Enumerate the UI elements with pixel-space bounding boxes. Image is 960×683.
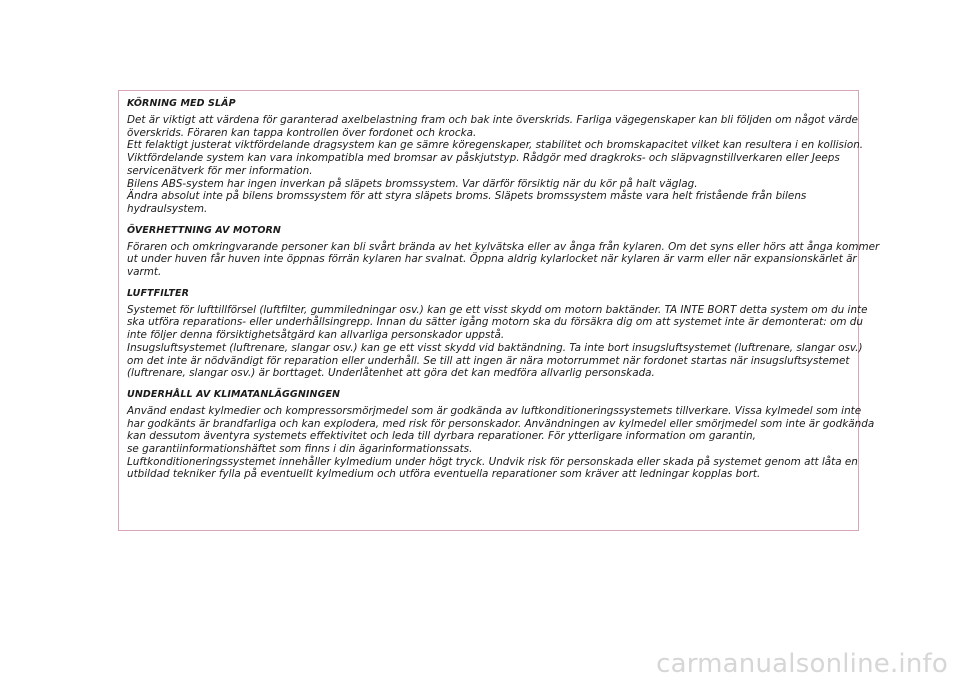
body-line: varmt. [127, 266, 162, 279]
body-line: Insugsluftsystemet (luftrenare, slangar osv.) kan ge ett visst skydd vid baktändning. Ta inte bort insugsluftsystemet (luftrenare, slangar osv.) [127, 341, 863, 354]
section-body [127, 240, 880, 279]
body-line: se garantiinformationshäftet som finns i din ägarinformationssats. [127, 443, 473, 456]
section-air-filter [127, 287, 868, 380]
body-line: överskrids. Föraren kan tappa kontrollen över fordonet och krocka. [127, 126, 477, 139]
watermark: carmanualsonline.info [656, 649, 948, 679]
body-line: Det är viktigt att värdena för garanterad axelbelastning fram och bak inte överskrids. Farliga vägegenskaper kan bli följden om något värde [127, 114, 858, 126]
body-line: om det inte är nödvändigt för reparation eller underhåll. Se till att ingen är nära motorrummet när fordonet startas när insugsluftsystemet [127, 354, 850, 367]
body-line: Luftkonditioneringssystemet innehåller kylmedium under högt tryck. Undvik risk för personskada eller skada på systemet genom att låta en [127, 455, 858, 468]
body-line: utbildad tekniker fylla på eventuellt kylmedium och utföra eventuella reparationer som kräver att ledningar kopplas bort. [127, 468, 761, 481]
section-body [127, 404, 875, 481]
body-line: Använd endast kylmedier och kompressorsmörjmedel som är godkända av luftkonditioneringssystemets tillverkare. Vissa kylmedel som inte [127, 404, 862, 417]
body-line: kan dessutom äventyra systemets effektivitet och leda till dyrbara reparationer. För ytterligare information om garantin, [127, 430, 756, 443]
section-heading: KÖRNING MED SLÄP [127, 98, 236, 109]
section-towing [127, 97, 864, 216]
body-line: har godkänts är brandfarliga och kan explodera, med risk för personskador. Användningen av kylmedel eller smörjmedel som inte är godkända [127, 417, 875, 430]
body-line: hydraulsystem. [127, 202, 208, 215]
body-line: servicenätverk för mer information. [127, 164, 313, 177]
section-heading: UNDERHÅLL AV KLIMATANLÄGGNINGEN [127, 388, 341, 400]
body-line: Ett felaktigt justerat viktfördelande dragsystem kan ge sämre köregenskaper, stabilitet och bromskapacitet vilket kan resultera i en kollision. [127, 139, 864, 152]
section-body [127, 303, 868, 380]
section-climate-maintenance [127, 388, 875, 481]
body-line: (luftrenare, slangar osv.) är borttaget. Underlåtenhet att göra det kan medföra allvarlig personskada. [127, 367, 655, 380]
body-line: Systemet för lufttillförsel (luftfilter, gummiledningar osv.) kan ge ett visst skydd om motorn baktänder. TA INTE BORT detta system om du inte [127, 303, 868, 316]
body-line: Viktfördelande system kan vara inkompatibla med bromsar av påskjutstyp. Rådgör med dragkroks- och släpvagnstillverkaren eller Jeeps [127, 152, 840, 165]
body-line: Föraren och omkringvarande personer kan bli svårt brända av het kylvätska eller av ånga från kylaren. Om det syns eller hörs att ånga kommer [127, 240, 880, 253]
body-line: ska utföra reparations- eller underhållsingrepp. Innan du sätter igång motorn ska du försäkra dig om att systemet inte är demonterat: om du [127, 316, 863, 329]
section-heading: LUFTFILTER [127, 287, 190, 299]
body-line: Ändra absolut inte på bilens bromssystem för att styra släpets broms. Släpets bromssystem måste vara helt fristående från bilens [127, 190, 807, 203]
body-line: inte följer denna försiktighetsåtgärd kan allvarliga personskador uppstå. [127, 329, 505, 342]
section-heading: ÖVERHETTNING AV MOTORN [127, 224, 281, 236]
body-line: Bilens ABS-system har ingen inverkan på släpets bromssystem. Var därför försiktig när du kör på halt väglag. [127, 177, 698, 190]
warning-box [118, 90, 880, 531]
section-engine-overheating [127, 224, 880, 279]
body-line: ut under huven får huven inte öppnas förrän kylaren har svalnat. Öppna aldrig kylarlocket när kylaren är varm eller när expansionskärlet är [127, 253, 857, 266]
section-body [127, 114, 864, 216]
